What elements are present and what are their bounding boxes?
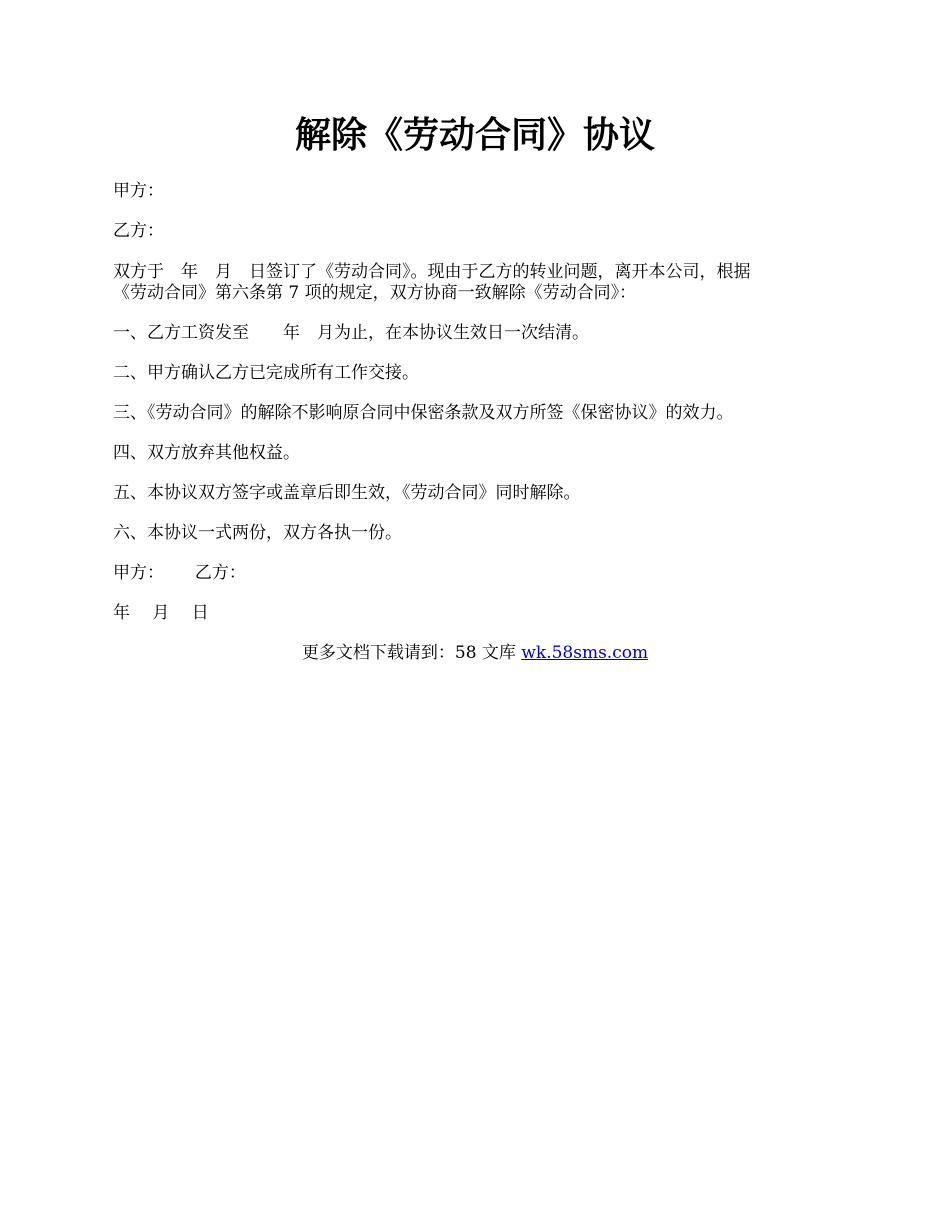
intro-paragraph bbox=[113, 262, 823, 304]
clause-3: 三、《劳动合同》的解除不影响原合同中保密条款及双方所签《保密协议》的效力。 bbox=[113, 403, 734, 423]
clause-2: 二、甲方确认乙方已完成所有工作交接。 bbox=[113, 363, 419, 383]
clause-4: 四、双方放弃其他权益。 bbox=[113, 443, 300, 463]
date-line: 年 月 日 bbox=[113, 603, 209, 623]
intro-line-1: 双方于 年 月 日签订了《劳动合同》。现由于乙方的转业问题，离开本公司，根据 bbox=[113, 262, 751, 282]
clause-6: 六、本协议一式两份，双方各执一份。 bbox=[113, 523, 402, 543]
party-b-label: 乙方： bbox=[113, 221, 164, 241]
clause-1: 一、乙方工资发至 年 月为止，在本协议生效日一次结清。 bbox=[113, 323, 589, 343]
party-a-label: 甲方： bbox=[113, 181, 164, 201]
signature-line: 甲方： 乙方： bbox=[113, 563, 246, 583]
download-footer bbox=[0, 643, 950, 664]
document-title: 解除《劳动合同》协议 bbox=[294, 114, 655, 156]
footer-text: 更多文档下载请到：58 文库 bbox=[301, 643, 522, 663]
clause-5: 五、本协议双方签字或盖章后即生效，《劳动合同》同时解除。 bbox=[113, 483, 581, 503]
intro-line-2: 《劳动合同》第六条第 7 项的规定，双方协商一致解除《劳动合同》： bbox=[113, 283, 637, 303]
footer-link[interactable]: wk.58sms.com bbox=[521, 643, 649, 663]
